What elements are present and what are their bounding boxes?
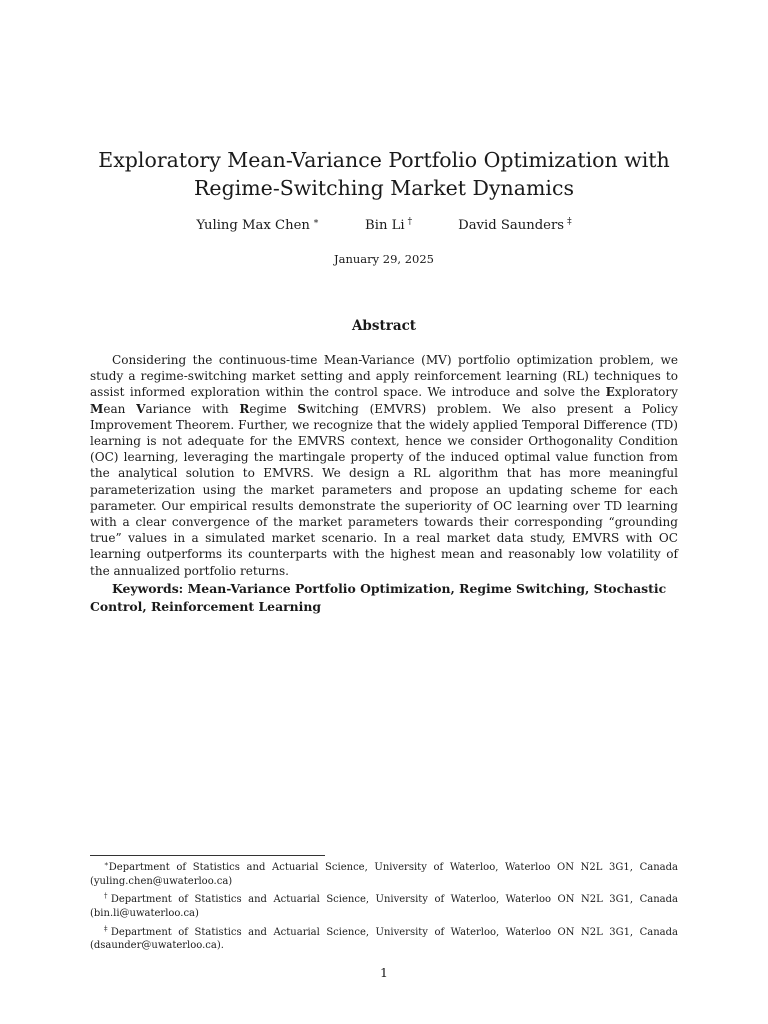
footnote-text: Department of Statistics and Actuarial Science, University of Waterloo, Waterloo ON N2L 3G1, Canada (yuling.chen@uwaterloo.ca) [90,862,678,887]
author-footnote-mark: ∗ [312,217,320,227]
abstract-segment: witching (EMVRS) problem. We also present a Policy Improvement Theorem. Further, we recognize that the widely applied Temporal Difference (TD) learning is not adequate for the EMVRS context, hence we consider Orthogonality Condition (OC) learning, leveraging the martingale property of the induced optimal value function from the analytical solution to EMVRS. We design a RL algorithm that has more meaningful parameterization using the market parameters and propose an updating scheme for each parameter. Our empirical results demonstrate the superiority of OC learning over TD learning with a clear convergence of the market parameters towards their corresponding “grounding true” values in a simulated market scenario. In a real market data study, EMVRS with OC learning outperforms its counterparts with the highest mean and reasonably low volatility of the annualized portfolio returns. [90,401,678,578]
footnote-text: Department of Statistics and Actuarial Science, University of Waterloo, Waterloo ON N2L 3G1, Canada (dsaunder@uwaterloo.ca). [90,926,678,952]
abstract-acronym-letter: R [239,401,250,416]
author-footnote-mark: † [407,217,413,227]
keywords [90,580,678,616]
footnote [90,923,678,953]
footnote-mark: † [104,892,111,901]
page-number: 1 [380,965,388,980]
title-line-2: Regime-Switching Market Dynamics [194,176,574,200]
abstract-acronym-letter: S [297,401,307,416]
keywords-list: Mean-Variance Portfolio Optimization, Regime Switching, Stochastic Control, Reinforcement Learning [90,581,667,614]
abstract-segment: ean [103,401,137,416]
keywords-label: Keywords: [112,581,184,596]
footnote-mark: ‡ [104,924,111,933]
abstract-heading: Abstract [351,318,417,334]
footnote-rule [90,855,325,856]
abstract-segment: egime [249,401,298,416]
abstract-text [90,352,678,579]
footnotes [90,858,678,955]
abstract-segment: ariance with [145,401,240,416]
footnote [90,890,678,920]
abstract-acronym-letter: E [605,385,615,400]
author-name: David Saunders [458,218,565,233]
footnote [90,858,678,888]
abstract-acronym-letter: V [136,401,146,416]
footnote-mark: ∗ [104,860,109,868]
paper-title [90,146,678,202]
title-line-1: Exploratory Mean-Variance Portfolio Optimization with [98,148,670,172]
abstract-segment: xploratory [614,385,678,400]
author [196,217,319,233]
abstract-segment: Considering the continuous-time Mean-Variance (MV) portfolio optimization problem, we study a regime-switching market setting and apply reinforcement learning (RL) techniques to assist informed exploration within the control space. We introduce and solve the [90,353,678,400]
author [365,217,412,233]
paper-date: January 29, 2025 [334,252,434,266]
author-footnote-mark: ‡ [567,217,572,227]
author-name: Yuling Max Chen [196,218,310,233]
footnote-text: Department of Statistics and Actuarial Science, University of Waterloo, Waterloo ON N2L 3G1, Canada (bin.li@uwaterloo.ca) [90,894,678,919]
author-name: Bin Li [365,218,405,233]
author-list [90,217,678,233]
abstract-acronym-letter: M [90,401,104,416]
author [458,217,571,233]
